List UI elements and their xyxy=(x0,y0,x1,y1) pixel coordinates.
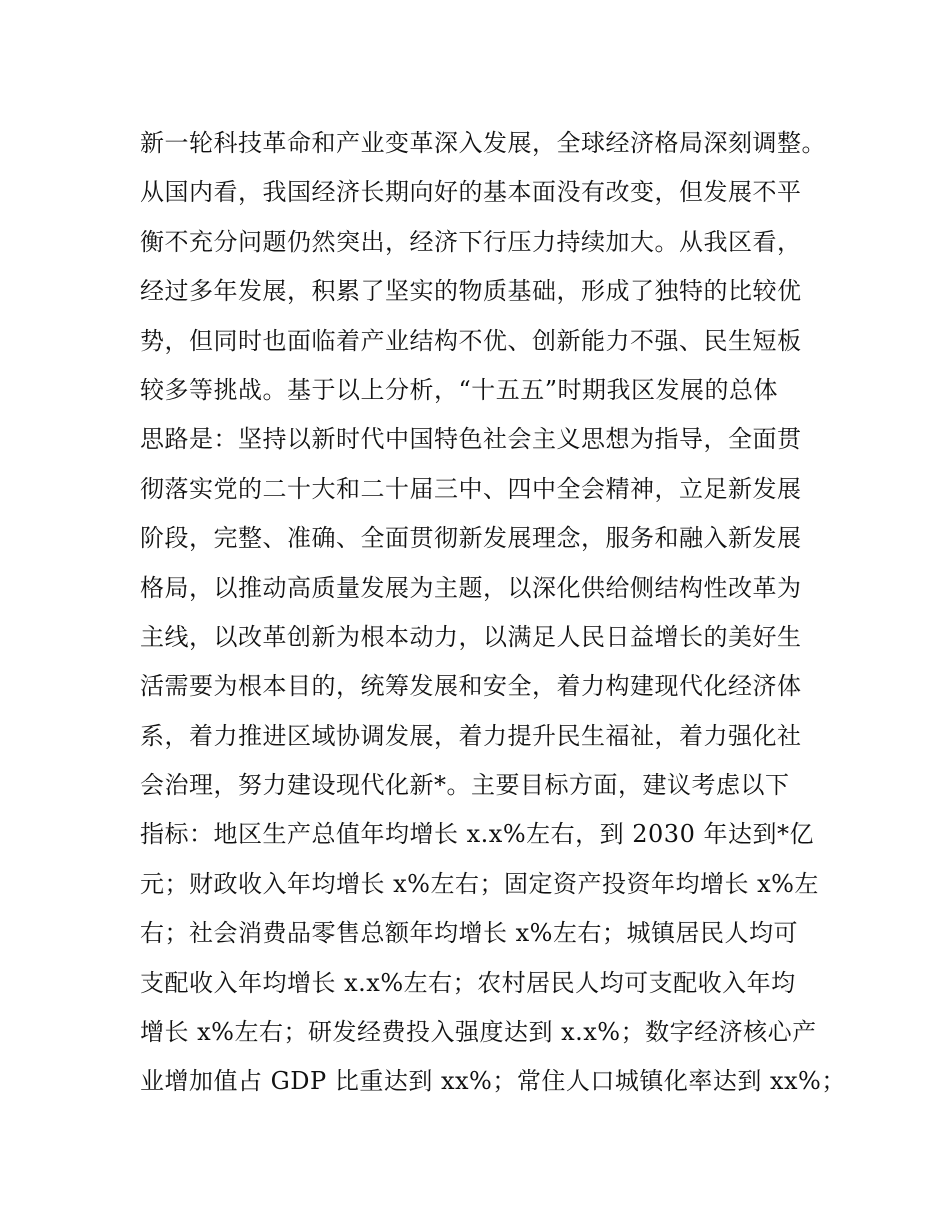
text-line: 较多等挑战。基于以上分析，“十五五”时期我区发展的总体 xyxy=(140,375,779,404)
text-line: 指标：地区生产总值年均增长 x.x%左右，到 2030 年达到*亿 xyxy=(140,820,814,849)
text-line: 业增加值占 GDP 比重达到 xx%；常住人口城镇化率达到 xx%； xyxy=(140,1067,846,1096)
text-line: 格局，以推动高质量发展为主题，以深化供给侧结构性改革为 xyxy=(140,573,802,602)
text-line: 彻落实党的二十大和二十届三中、四中全会精神，立足新发展 xyxy=(140,474,802,503)
text-line: 会治理，努力建设现代化新*。主要目标方面，建议考虑以下 xyxy=(140,771,790,800)
text-line: 新一轮科技革命和产业变革深入发展，全球经济格局深刻调整。 xyxy=(140,129,826,157)
text-line: 活需要为根本目的，统筹发展和安全，着力构建现代化经济体 xyxy=(140,672,802,701)
text-line: 右；社会消费品零售总额年均增长 x%左右；城镇居民人均可 xyxy=(140,919,798,948)
text-line: 增长 x%左右；研发经费投入强度达到 x.x%；数字经济核心产 xyxy=(140,1018,817,1047)
text-line: 思路是：坚持以新时代中国特色社会主义思想为指导，全面贯 xyxy=(140,425,802,454)
body-text xyxy=(140,119,846,1107)
text-line: 主线，以改革创新为根本动力，以满足人民日益增长的美好生 xyxy=(140,622,802,651)
text-line: 元；财政收入年均增长 x%左右；固定资产投资年均增长 x%左 xyxy=(140,869,819,898)
text-line: 衡不充分问题仍然突出，经济下行压力持续加大。从我区看， xyxy=(140,227,802,256)
text-line: 经过多年发展，积累了坚实的物质基础，形成了独特的比较优 xyxy=(140,277,802,306)
text-line: 势，但同时也面临着产业结构不优、创新能力不强、民生短板 xyxy=(140,326,802,355)
text-line: 系，着力推进区域协调发展，着力提升民生福祉，着力强化社 xyxy=(140,721,802,750)
text-line: 阶段，完整、准确、全面贯彻新发展理念，服务和融入新发展 xyxy=(140,524,802,553)
text-line: 支配收入年均增长 x.x%左右；农村居民人均可支配收入年均 xyxy=(140,968,796,997)
text-line: 从国内看，我国经济长期向好的基本面没有改变，但发展不平 xyxy=(140,178,802,207)
